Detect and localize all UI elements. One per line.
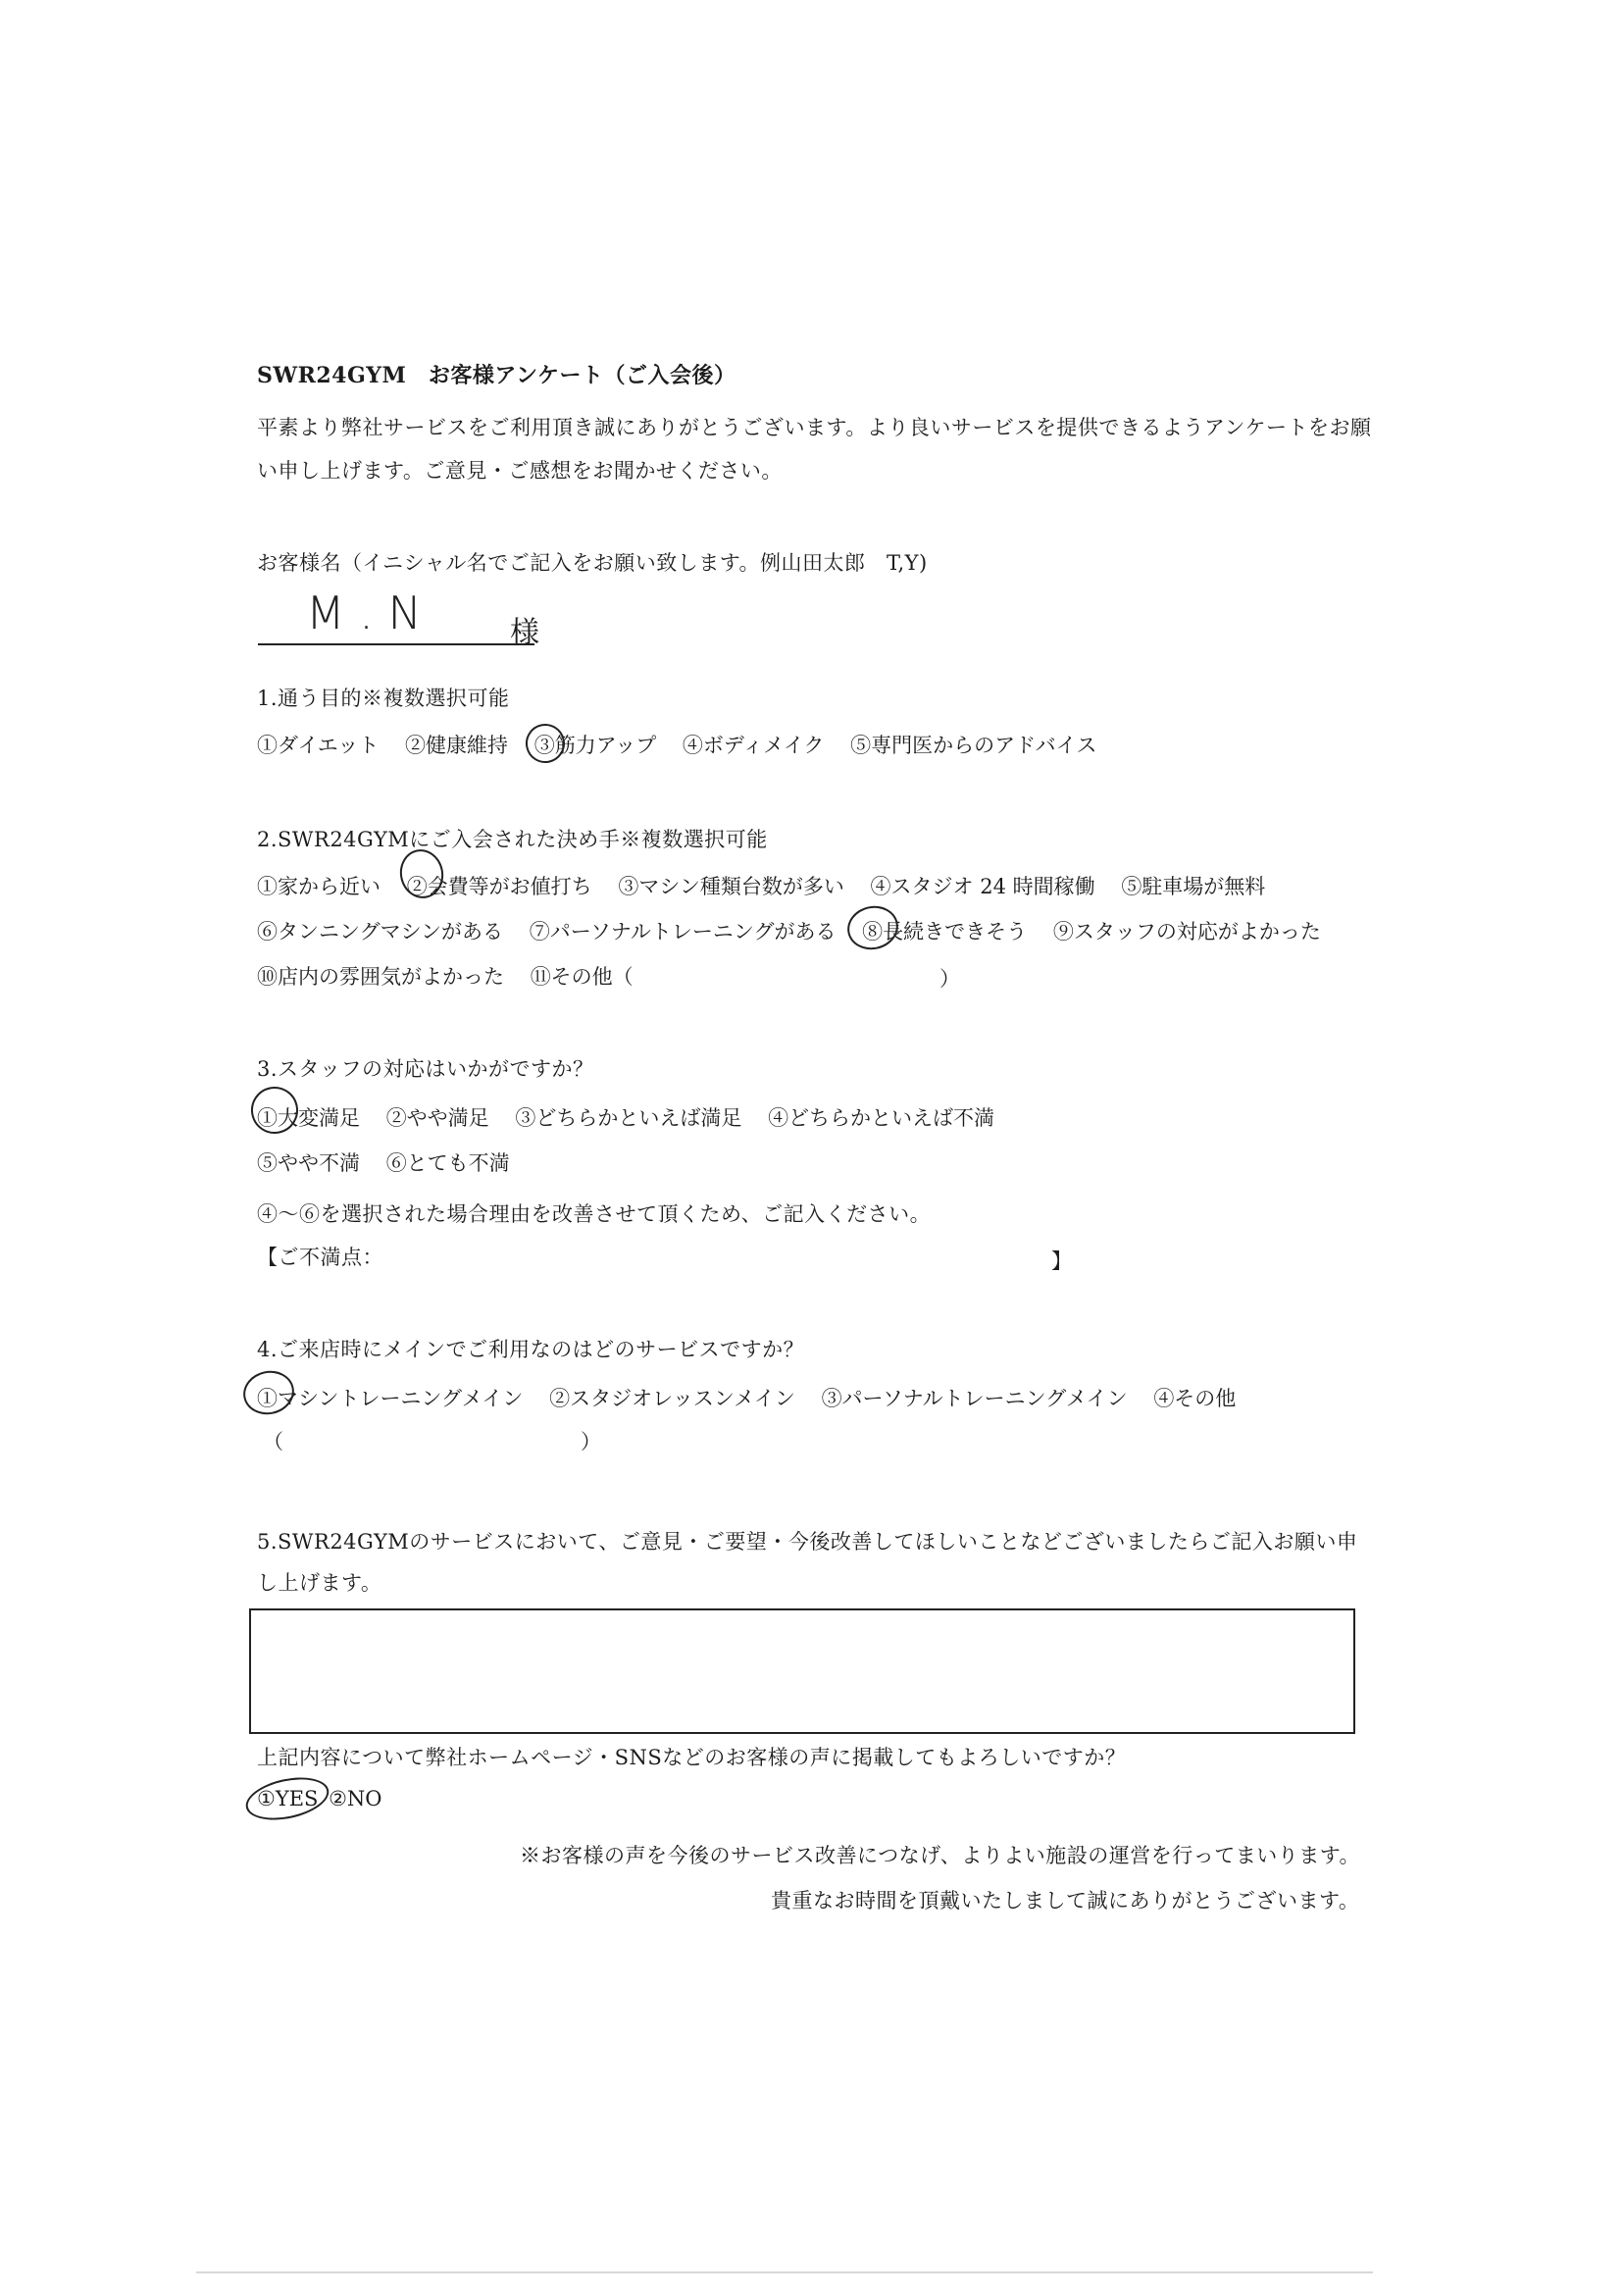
q3-options-row-2 [257,1147,530,1177]
q3-complaint-close: 】 [1051,1249,1073,1273]
q3-options-row-1 [257,1102,1014,1132]
q3-option-4[interactable]: ④どちらかといえば不満 [768,1106,995,1130]
q3-note: ④～⑥を選択された場合理由を改善させて頂くため、ご記入ください。 [257,1202,932,1226]
handwritten-name[interactable]: M . N [306,586,422,639]
q1-options [257,730,1116,759]
q4-options [257,1383,1255,1412]
q2-option-9[interactable]: ⑨スタッフの対応がよかった [1052,920,1321,943]
q2-option-10[interactable]: ⑩店内の雰囲気がよかった [257,965,504,989]
q4-other-close: ） [581,1430,602,1453]
consent-no[interactable]: ②NO [329,1787,382,1810]
q4-option-2[interactable]: ②スタジオレッスンメイン [549,1387,795,1410]
q4-option-1[interactable]: ①マシントレーニングメイン [257,1387,524,1410]
q2-options-row-3 [257,961,653,991]
q4-other-open: （ [263,1430,284,1453]
q2-options-row-2 [257,916,1341,945]
q2-option-2[interactable]: ②会費等がお値打ち [406,875,592,898]
consent-yes[interactable]: ①YES [257,1787,319,1810]
consent-question: 上記内容について弊社ホームページ・SNSなどのお客様の声に掲載してもよろしいですか？ [257,1746,1127,1769]
q3-option-5[interactable]: ⑤やや不満 [257,1151,360,1175]
q1-option-2[interactable]: ②健康維持 [405,734,509,757]
q5-comment-box[interactable] [249,1608,1355,1734]
q5-title-line-1: 5.SWR24GYMのサービスにおいて、ご意見・ご要望・今後改善してほしいことなどございましたらご記入お願い申 [257,1530,1358,1554]
q1-option-4[interactable]: ④ボディメイク [682,734,825,757]
name-underline [258,643,534,645]
q2-option-4[interactable]: ④スタジオ 24 時間稼働 [870,875,1095,898]
q3-complaint-label: 【ご不満点： [257,1246,383,1269]
q2-option-7[interactable]: ⑦パーソナルトレーニングがある [529,920,837,943]
q5-title-line-2: し上げます。 [257,1571,382,1595]
q4-option-3[interactable]: ③パーソナルトレーニングメイン [821,1387,1128,1410]
footer-thanks: 貴重なお時間を頂戴いたしまして誠にありがとうございます。 [771,1889,1360,1912]
q3-option-2[interactable]: ②やや満足 [385,1106,489,1130]
footer-note: ※お客様の声を今後のサービス改善につなげ、よりよい施設の運営を行ってまいります。 [520,1844,1361,1867]
q2-title: 2.SWR24GYMにご入会された決め手※複数選択可能 [257,828,768,851]
intro-line-1: 平素より弊社サービスをご利用頂き誠にありがとうございます。より良いサービスを提供できるようアンケートをお願 [257,416,1372,439]
q4-title: 4.ご来店時にメインでご利用なのはどのサービスですか？ [257,1338,805,1361]
q2-option-6[interactable]: ⑥タンニングマシンがある [257,920,504,943]
q2-option-3[interactable]: ③マシン種類台数が多い [618,875,844,898]
q1-title: 1.通う目的※複数選択可能 [257,687,510,710]
q2-option-1[interactable]: ①家から近い [257,875,381,898]
q1-selection-mark [522,720,568,766]
q1-option-3[interactable]: ③筋力アップ [533,734,657,757]
q2-option-8[interactable]: ⑧長続きできそう [862,920,1028,943]
q3-option-1[interactable]: ①大変満足 [257,1106,360,1130]
honorific: 様 [510,616,540,650]
q3-option-3[interactable]: ③どちらかといえば満足 [515,1106,742,1130]
q3-option-6[interactable]: ⑥とても不満 [385,1151,510,1175]
q1-option-1[interactable]: ①ダイエット [257,734,380,757]
q4-option-4[interactable]: ④その他 [1153,1387,1237,1410]
q2-option-5[interactable]: ⑤駐車場が無料 [1121,875,1266,898]
scan-artifact [196,2271,1373,2273]
survey-title: SWR24GYM お客様アンケート（ご入会後） [257,363,736,388]
name-label: お客様名（イニシャル名でご記入をお願い致します。例山田太郎 T,Y) [257,551,928,575]
consent-selection-mark [242,1770,332,1826]
q1-option-5[interactable]: ⑤専門医からのアドバイス [850,734,1097,757]
q2-option-11[interactable]: ⑪その他（ [530,965,634,989]
q2-other-close: ） [939,967,961,991]
q2-selection-mark-8 [843,901,902,954]
q3-title: 3.スタッフの対応はいかがですか？ [257,1057,594,1081]
intro-line-2: い申し上げます。ご意見・ご感想をお聞かせください。 [257,459,783,483]
